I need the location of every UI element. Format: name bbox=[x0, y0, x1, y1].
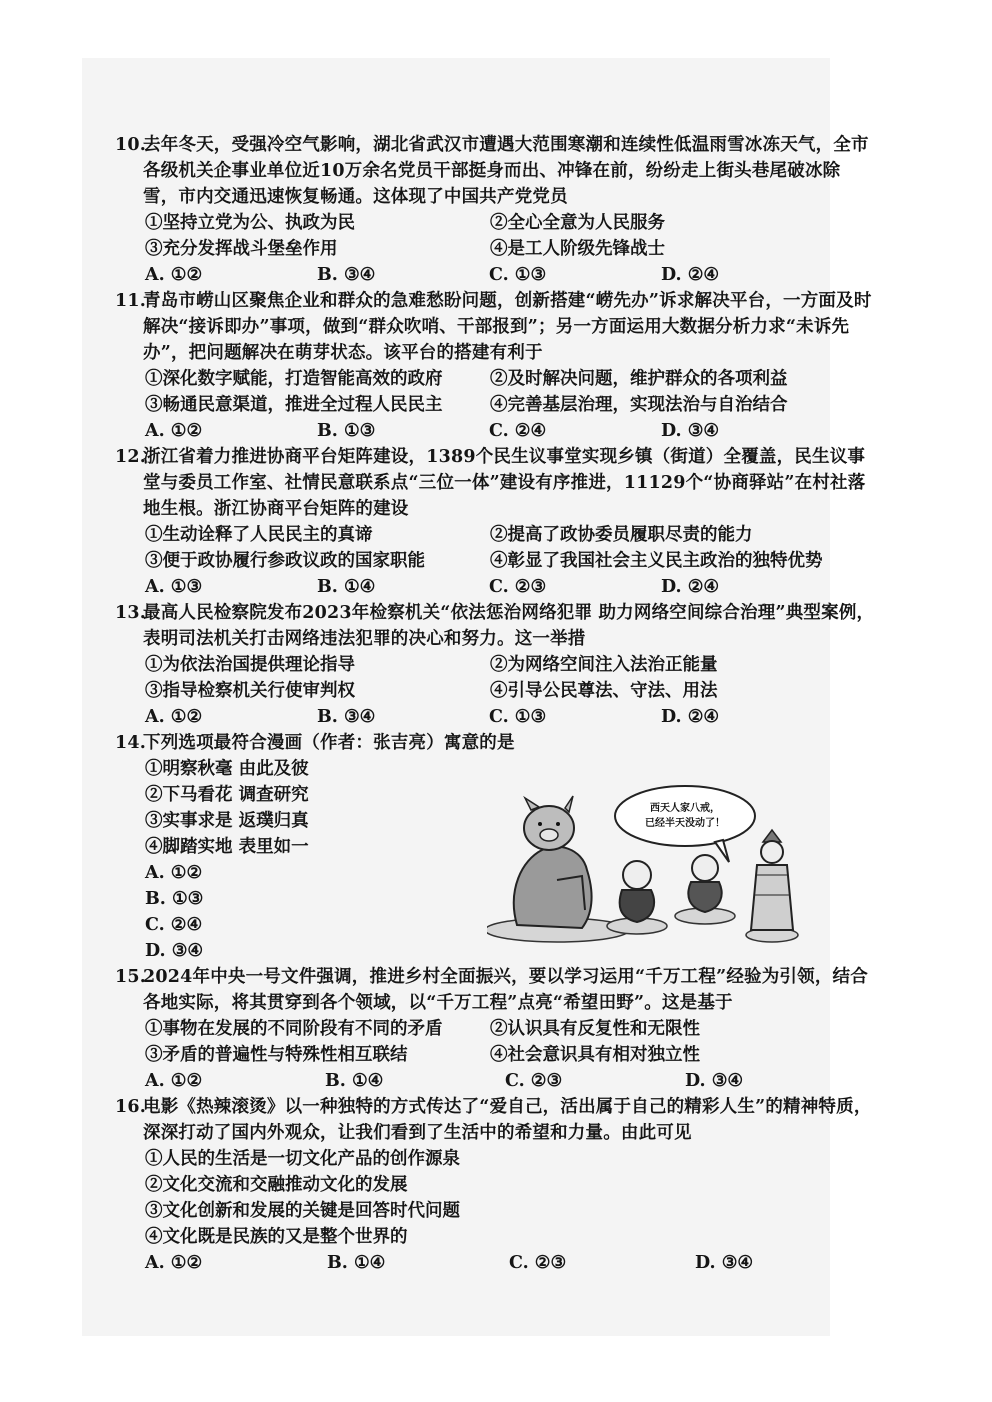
choice-c[interactable]: C. ②④ bbox=[145, 915, 203, 935]
choice-row bbox=[145, 704, 875, 730]
question-stem: 去年冬天，受强冷空气影响，湖北省武汉市遭遇大范围寒潮和连续性低温雨雪冰冻天气，全市各级机关企事业单位近10万余名党员干部挺身而出、冲锋在前，纷纷走上街头巷尾破冰除雪，市内交通迅速恢复畅通。这体现了中国共产党党员 bbox=[143, 135, 869, 207]
statement-1: ①生动诠释了人民民主的真谛 bbox=[145, 525, 373, 545]
statement-3: ③实事求是 返璞归真 bbox=[145, 811, 309, 831]
question-number: 13. bbox=[115, 603, 147, 623]
choice-row bbox=[145, 1068, 875, 1094]
choice-c[interactable]: C. ②③ bbox=[505, 1071, 563, 1091]
statement-2: ②文化交流和交融推动文化的发展 bbox=[145, 1175, 408, 1195]
statement-4: ④引导公民尊法、守法、用法 bbox=[490, 681, 718, 701]
cartoon-illustration bbox=[487, 780, 817, 945]
statement-3: ③畅通民意渠道，推进全过程人民民主 bbox=[145, 395, 443, 415]
choice-b[interactable]: B. ①③ bbox=[145, 889, 204, 909]
choice-d[interactable]: D. ②④ bbox=[661, 265, 720, 285]
statement-4: ④彰显了我国社会主义民主政治的独特优势 bbox=[490, 551, 823, 571]
choice-row bbox=[145, 418, 875, 444]
statement-1: ①为依法治国提供理论指导 bbox=[145, 655, 355, 675]
choice-a[interactable]: A. ①② bbox=[145, 707, 203, 727]
statement-1: ①事物在发展的不同阶段有不同的矛盾 bbox=[145, 1019, 443, 1039]
statement-3: ③指导检察机关行使审判权 bbox=[145, 681, 355, 701]
choice-c[interactable]: C. ②③ bbox=[489, 577, 547, 597]
question-stem: 浙江省着力推进协商平台矩阵建设，1389个民生议事堂实现乡镇（街道）全覆盖，民生议事堂与委员工作室、社情民意联系点“三位一体”建设有序推进，11129个“协商驿站”在村社落地生根。浙江协商平台矩阵的建设 bbox=[143, 447, 866, 519]
statement-2: ②提高了政协委员履职尽责的能力 bbox=[490, 525, 753, 545]
choice-b[interactable]: B. ③④ bbox=[317, 265, 376, 285]
choice-c[interactable]: C. ①③ bbox=[489, 265, 547, 285]
choice-row bbox=[145, 574, 875, 600]
statement-4: ④完善基层治理，实现法治与自治结合 bbox=[490, 395, 788, 415]
bubble-line-1: 西天人家八戒， bbox=[650, 803, 720, 814]
choice-d[interactable]: D. ③④ bbox=[695, 1253, 754, 1273]
choice-a[interactable]: A. ①② bbox=[145, 265, 203, 285]
question-13 bbox=[115, 600, 875, 730]
statement-2: ②认识具有反复性和无限性 bbox=[490, 1019, 700, 1039]
choice-b[interactable]: B. ①④ bbox=[317, 577, 376, 597]
choice-b[interactable]: B. ③④ bbox=[317, 707, 376, 727]
statement-1: ①明察秋毫 由此及彼 bbox=[145, 759, 309, 779]
question-stem: 2024年中央一号文件强调，推进乡村全面振兴，要以学习运用“千万工程”经验为引领，结合各地实际，将其贯穿到各个领域，以“千万工程”点亮“希望田野”。这是基于 bbox=[143, 967, 868, 1013]
question-number: 15. bbox=[115, 967, 147, 987]
statement-3: ③充分发挥战斗堡垒作用 bbox=[145, 239, 338, 259]
exam-content bbox=[115, 132, 875, 1276]
choice-d[interactable]: D. ②④ bbox=[661, 707, 720, 727]
question-16 bbox=[115, 1094, 875, 1276]
statement-row bbox=[145, 522, 875, 548]
question-11 bbox=[115, 288, 875, 444]
question-number: 12. bbox=[115, 447, 147, 467]
question-stem: 电影《热辣滚烫》以一种独特的方式传达了“爱自己，活出属于自己的精彩人生”的精神特质，深深打动了国内外观众，让我们看到了生活中的希望和力量。由此可见 bbox=[143, 1097, 872, 1143]
pig-figure bbox=[487, 796, 629, 942]
choice-a[interactable]: A. ①② bbox=[145, 863, 203, 883]
statement-4: ④是工人阶级先锋战士 bbox=[490, 239, 665, 259]
choice-row bbox=[145, 1250, 875, 1276]
monk-figure bbox=[746, 830, 798, 942]
statement-2: ②及时解决问题，维护群众的各项利益 bbox=[490, 369, 788, 389]
choice-a[interactable]: A. ①② bbox=[145, 1071, 203, 1091]
statement-2: ②为网络空间注入法治正能量 bbox=[490, 655, 718, 675]
choice-b[interactable]: B. ①④ bbox=[325, 1071, 384, 1091]
question-12 bbox=[115, 444, 875, 600]
statement-row bbox=[145, 1042, 875, 1068]
statement-2: ②下马看花 调查研究 bbox=[145, 785, 309, 805]
question-stem: 青岛市崂山区聚焦企业和群众的急难愁盼问题，创新搭建“崂先办”诉求解决平台，一方面及时解决“接诉即办”事项，做到“群众吹哨、干部报到”；另一方面运用大数据分析力求“未诉先办”，把问题解决在萌芽状态。该平台的搭建有利于 bbox=[143, 291, 872, 363]
statement-4: ④社会意识具有相对独立性 bbox=[490, 1045, 700, 1065]
speech-bubble bbox=[615, 786, 755, 846]
statement-4: ④文化既是民族的又是整个世界的 bbox=[145, 1227, 408, 1247]
bubble-line-2: 已经半天没动了！ bbox=[645, 818, 725, 829]
choice-c[interactable]: C. ②④ bbox=[489, 421, 547, 441]
question-number: 14. bbox=[115, 733, 147, 753]
statement-1: ①深化数字赋能，打造智能高效的政府 bbox=[145, 369, 443, 389]
question-15 bbox=[115, 964, 875, 1094]
statement-row bbox=[145, 652, 875, 678]
question-stem: 下列选项最符合漫画（作者：张吉亮）寓意的是 bbox=[143, 733, 515, 753]
question-number: 11. bbox=[115, 291, 147, 311]
choice-a[interactable]: A. ①② bbox=[145, 421, 203, 441]
statement-3: ③便于政协履行参政议政的国家职能 bbox=[145, 551, 425, 571]
statement-3: ③文化创新和发展的关键是回答时代问题 bbox=[145, 1201, 460, 1221]
statement-3: ③矛盾的普遍性与特殊性相互联结 bbox=[145, 1045, 408, 1065]
statement-row bbox=[145, 678, 875, 704]
choice-a[interactable]: A. ①③ bbox=[145, 577, 203, 597]
question-stem: 最高人民检察院发布2023年检察机关“依法惩治网络犯罪 助力网络空间综合治理”典型案例，表明司法机关打击网络违法犯罪的决心和努力。这一举措 bbox=[143, 603, 875, 649]
choice-d[interactable]: D. ③④ bbox=[661, 421, 720, 441]
choice-d[interactable]: D. ③④ bbox=[145, 941, 204, 961]
question-10 bbox=[115, 132, 875, 288]
crouching-figures bbox=[607, 855, 735, 934]
choice-b[interactable]: B. ①③ bbox=[317, 421, 376, 441]
choice-d[interactable]: D. ③④ bbox=[685, 1071, 744, 1091]
question-number: 16. bbox=[115, 1097, 147, 1117]
statement-row bbox=[145, 210, 875, 236]
statement-2: ②全心全意为人民服务 bbox=[490, 213, 665, 233]
statement-1: ①人民的生活是一切文化产品的创作源泉 bbox=[145, 1149, 460, 1169]
choice-row bbox=[145, 262, 875, 288]
choice-c[interactable]: C. ①③ bbox=[489, 707, 547, 727]
question-number: 10. bbox=[115, 135, 147, 155]
statement-4: ④脚踏实地 表里如一 bbox=[145, 837, 309, 857]
statement-row bbox=[145, 236, 875, 262]
choice-c[interactable]: C. ②③ bbox=[509, 1253, 567, 1273]
statement-row bbox=[145, 548, 875, 574]
statement-row bbox=[145, 1016, 875, 1042]
choice-d[interactable]: D. ②④ bbox=[661, 577, 720, 597]
statement-row bbox=[145, 366, 875, 392]
statement-1: ①坚持立党为公、执政为民 bbox=[145, 213, 355, 233]
choice-b[interactable]: B. ①④ bbox=[327, 1253, 386, 1273]
choice-a[interactable]: A. ①② bbox=[145, 1253, 203, 1273]
statement-row bbox=[145, 392, 875, 418]
